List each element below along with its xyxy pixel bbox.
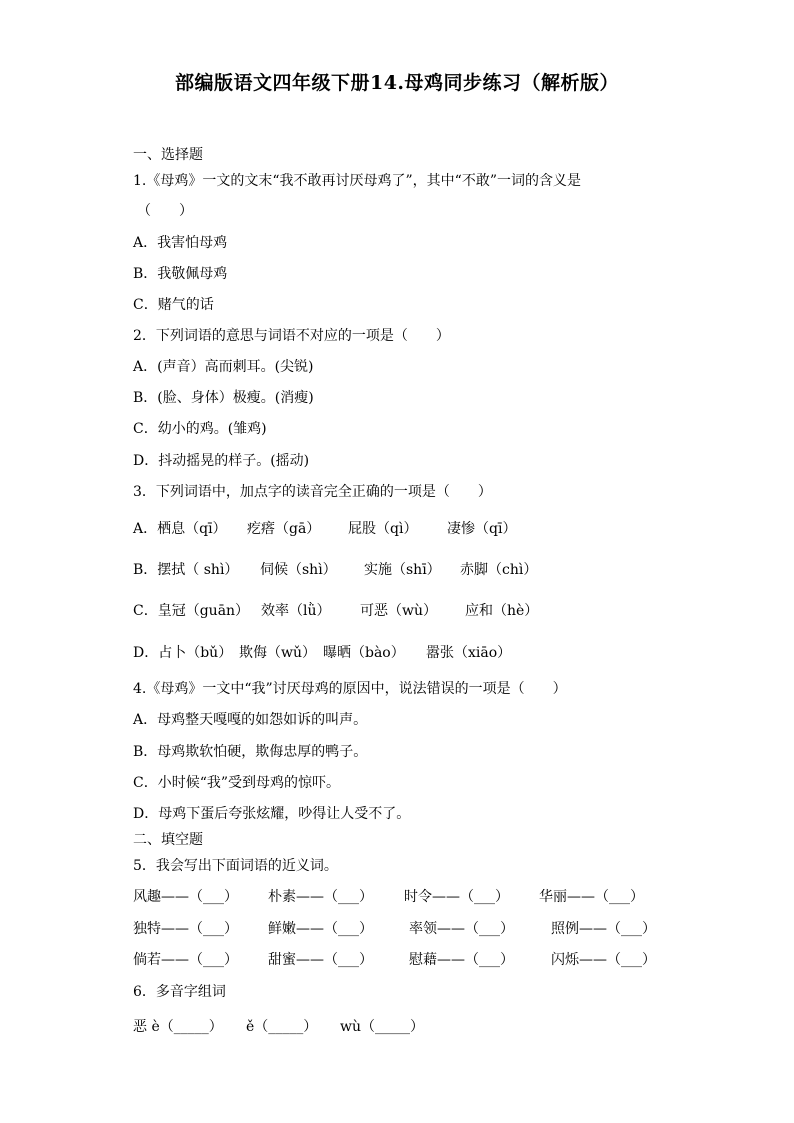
synonym-blank-cell: 倘若——（___） <box>133 952 238 968</box>
question-3-option-cell: 凄惨（qī） <box>447 521 517 537</box>
page-title: 部编版语文四年级下册14.母鸡同步练习（解析版） <box>174 72 620 94</box>
question-1-option-b: B．我敬佩母鸡 <box>133 266 228 282</box>
question-4-option-c: C．小时候“我”受到母鸡的惊吓。 <box>133 775 341 791</box>
question-4-option-b: B．母鸡欺软怕硬，欺侮忠厚的鸭子。 <box>133 744 368 760</box>
synonym-blank-cell: 闪烁——（___） <box>551 952 656 968</box>
question-3-option-cell: D．占卜（bǔ） <box>133 645 233 661</box>
question-1-paren: （ ） <box>137 203 193 219</box>
synonym-blank-cell: 照例——（___） <box>551 921 656 937</box>
question-6-stem: 6．多音字组词 <box>133 984 226 1000</box>
question-3-option-cell: 伺候（shì） <box>260 562 337 578</box>
polyphone-blank-cell: wù（_____） <box>340 1019 424 1035</box>
synonym-blank-cell: 率领——（___） <box>409 921 514 937</box>
question-2-option-a: A．(声音）高而刺耳。(尖锐) <box>133 359 314 375</box>
question-3-option-cell: A．栖息（qī） <box>133 521 227 537</box>
question-3-option-cell: 疙瘩（gā） <box>247 521 321 537</box>
question-1-stem: 1.《母鸡》一文的文末“我不敢再讨厌母鸡了”，其中“不敢”一词的含义是 <box>133 173 581 189</box>
question-3-option-cell: 效率（lǜ） <box>261 603 331 619</box>
question-3-option-cell: 实施（shī） <box>364 562 441 578</box>
question-3-stem: 3．下列词语中，加点字的读音完全正确的一项是（ ） <box>133 484 492 500</box>
question-1-option-c: C．赌气的话 <box>133 297 214 313</box>
question-3-option-cell: C．皇冠（guān） <box>133 603 250 619</box>
synonym-blank-cell: 甜蜜——（___） <box>268 952 373 968</box>
question-4-option-a: A．母鸡整天嘎嘎的如怨如诉的叫声。 <box>133 712 368 728</box>
section-heading-fill: 二、填空题 <box>133 832 203 848</box>
question-3-option-cell: 屁股（qì） <box>348 521 418 537</box>
synonym-blank-cell: 朴素——（___） <box>268 889 373 905</box>
synonym-blank-cell: 时令——（___） <box>404 889 509 905</box>
question-3-option-cell: 曝晒（bào） <box>323 645 405 661</box>
question-4-option-d: D．母鸡下蛋后夸张炫耀，吵得让人受不了。 <box>133 806 411 822</box>
question-3-option-cell: 可恶（wù） <box>360 603 437 619</box>
question-2-option-c: C．幼小的鸡。(雏鸡) <box>133 421 267 437</box>
polyphone-blank-cell: ě（_____） <box>246 1019 318 1035</box>
synonym-blank-cell: 慰藉——（___） <box>409 952 514 968</box>
synonym-blank-cell: 独特——（___） <box>133 921 238 937</box>
synonym-blank-cell: 鲜嫩——（___） <box>268 921 373 937</box>
synonym-blank-cell: 华丽——（___） <box>539 889 644 905</box>
question-4-stem: 4.《母鸡》一文中“我”讨厌母鸡的原因中，说法错误的一项是（ ） <box>133 681 567 697</box>
question-2-stem: 2．下列词语的意思与词语不对应的一项是（ ） <box>133 328 450 344</box>
synonym-blank-cell: 风趣——（___） <box>133 889 238 905</box>
question-2-option-d: D．抖动摇晃的样子。(摇动) <box>133 453 310 469</box>
question-3-option-cell: 应和（hè） <box>465 603 539 619</box>
question-1-option-a: A．我害怕母鸡 <box>133 235 228 251</box>
polyphone-blank-cell: 恶 è（_____） <box>133 1019 223 1035</box>
section-heading-choice: 一、选择题 <box>133 147 203 163</box>
question-2-option-b: B．(脸、身体）极瘦。(消瘦) <box>133 390 314 406</box>
question-5-stem: 5．我会写出下面词语的近义词。 <box>133 858 338 874</box>
question-3-option-cell: 欺侮（wǔ） <box>239 645 316 661</box>
question-3-option-cell: 赤脚（chì） <box>460 562 538 578</box>
question-3-option-cell: 嚣张（xiāo） <box>426 645 512 661</box>
question-3-option-cell: B．摆拭（ shì） <box>133 562 239 578</box>
